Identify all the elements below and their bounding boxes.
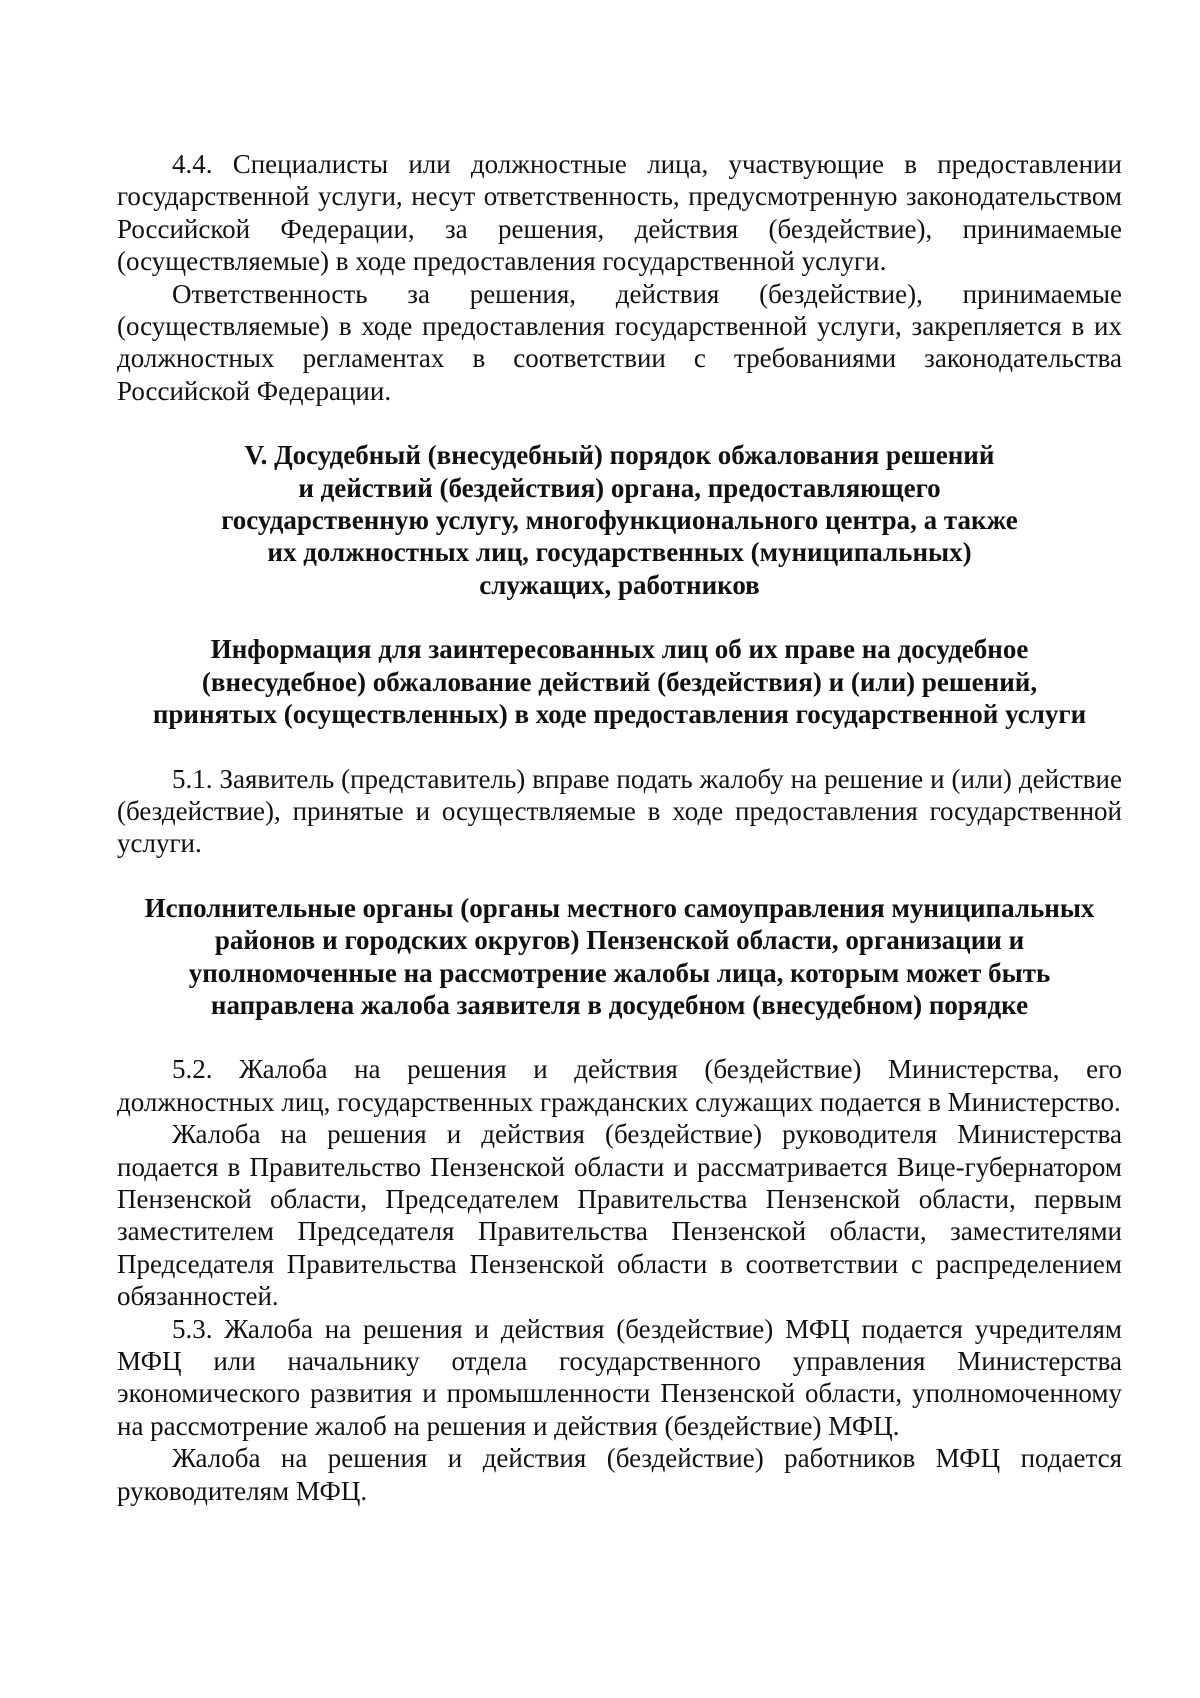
subheading-line: принятых (осуществленных) в ходе предоставления государственной услуги xyxy=(152,699,1087,730)
subheading-line: районов и городских округов) Пензенской области, организации и xyxy=(214,925,1025,956)
heading-line: их должностных лиц, государственных (муниципальных) xyxy=(267,537,972,568)
subheading-line: (внесудебное) обжалование действий (бездействия) и (или) решений, xyxy=(201,666,1038,697)
heading-line: и действий (бездействия) органа, предоставляющего xyxy=(298,472,941,503)
spacer xyxy=(117,731,1122,763)
subheading-line: уполномоченные на рассмотрение жалобы лица, которым может быть xyxy=(188,957,1051,988)
paragraph-5-1: 5.1. Заявитель (представитель) вправе подать жалобу на решение и (или) действие (бездействие), принятые и осуществляемые в ходе предоставления государственной услуги. xyxy=(117,763,1122,859)
spacer xyxy=(117,601,1122,633)
paragraph-responsibility: Ответственность за решения, действия (бездействие), принимаемые (осуществляемые) в ходе предоставления государственной услуги, закрепляется в их должностных регламентах в соответствии с требованиями законодательства Российской Федерации. xyxy=(117,278,1122,406)
subheading-executive-bodies xyxy=(117,892,1122,1022)
paragraph-5-2-head-complaint: Жалоба на решения и действия (бездействие) руководителя Министерства подается в Правительство Пензенской области и рассматривается Вице-губернатором Пензенской области, Председателем Правительства Пензенской области, первым заместителем Председателя Правительства Пензенской области, заместителями Председателя Правительства Пензенской области в соответствии с распределением обязанностей. xyxy=(117,1119,1122,1312)
section-5-heading xyxy=(117,439,1122,601)
heading-line: государственную услугу, многофункционального центра, а также xyxy=(221,505,1018,536)
heading-line: V. Досудебный (внесудебный) порядок обжалования решений xyxy=(244,440,995,471)
spacer xyxy=(117,860,1122,892)
document-page xyxy=(117,148,1122,1507)
paragraph-5-2: 5.2. Жалоба на решения и действия (бездействие) Министерства, его должностных лиц, государственных гражданских служащих подается в Министерство. xyxy=(117,1054,1122,1117)
heading-line: служащих, работников xyxy=(479,569,760,600)
spacer xyxy=(117,407,1122,439)
subheading-information xyxy=(117,633,1122,730)
subheading-line: Информация для заинтересованных лиц об их праве на досудебное xyxy=(210,634,1029,665)
paragraph-5-3: 5.3. Жалоба на решения и действия (бездействие) МФЦ подается учредителям МФЦ или начальнику отдела государственного управления Министерства экономического развития и промышленности Пензенской области, уполномоченному на рассмотрение жалоб на решения и действия (бездействие) МФЦ. xyxy=(117,1313,1122,1441)
subheading-line: направлена жалоба заявителя в досудебном (внесудебном) порядке xyxy=(210,989,1029,1020)
paragraph-4-4: 4.4. Специалисты или должностные лица, участвующие в предоставлении государственной услуги, несут ответственность, предусмотренную законодательством Российской Федерации, за решения, действия (бездействие), принимаемые (осуществляемые) в ходе предоставления государственной услуги. xyxy=(117,149,1122,277)
paragraph-5-3-workers-complaint: Жалоба на решения и действия (бездействие) работников МФЦ подается руководителям МФЦ. xyxy=(117,1443,1122,1506)
subheading-line: Исполнительные органы (органы местного самоуправления муниципальных xyxy=(144,892,1095,923)
spacer xyxy=(117,1021,1122,1053)
